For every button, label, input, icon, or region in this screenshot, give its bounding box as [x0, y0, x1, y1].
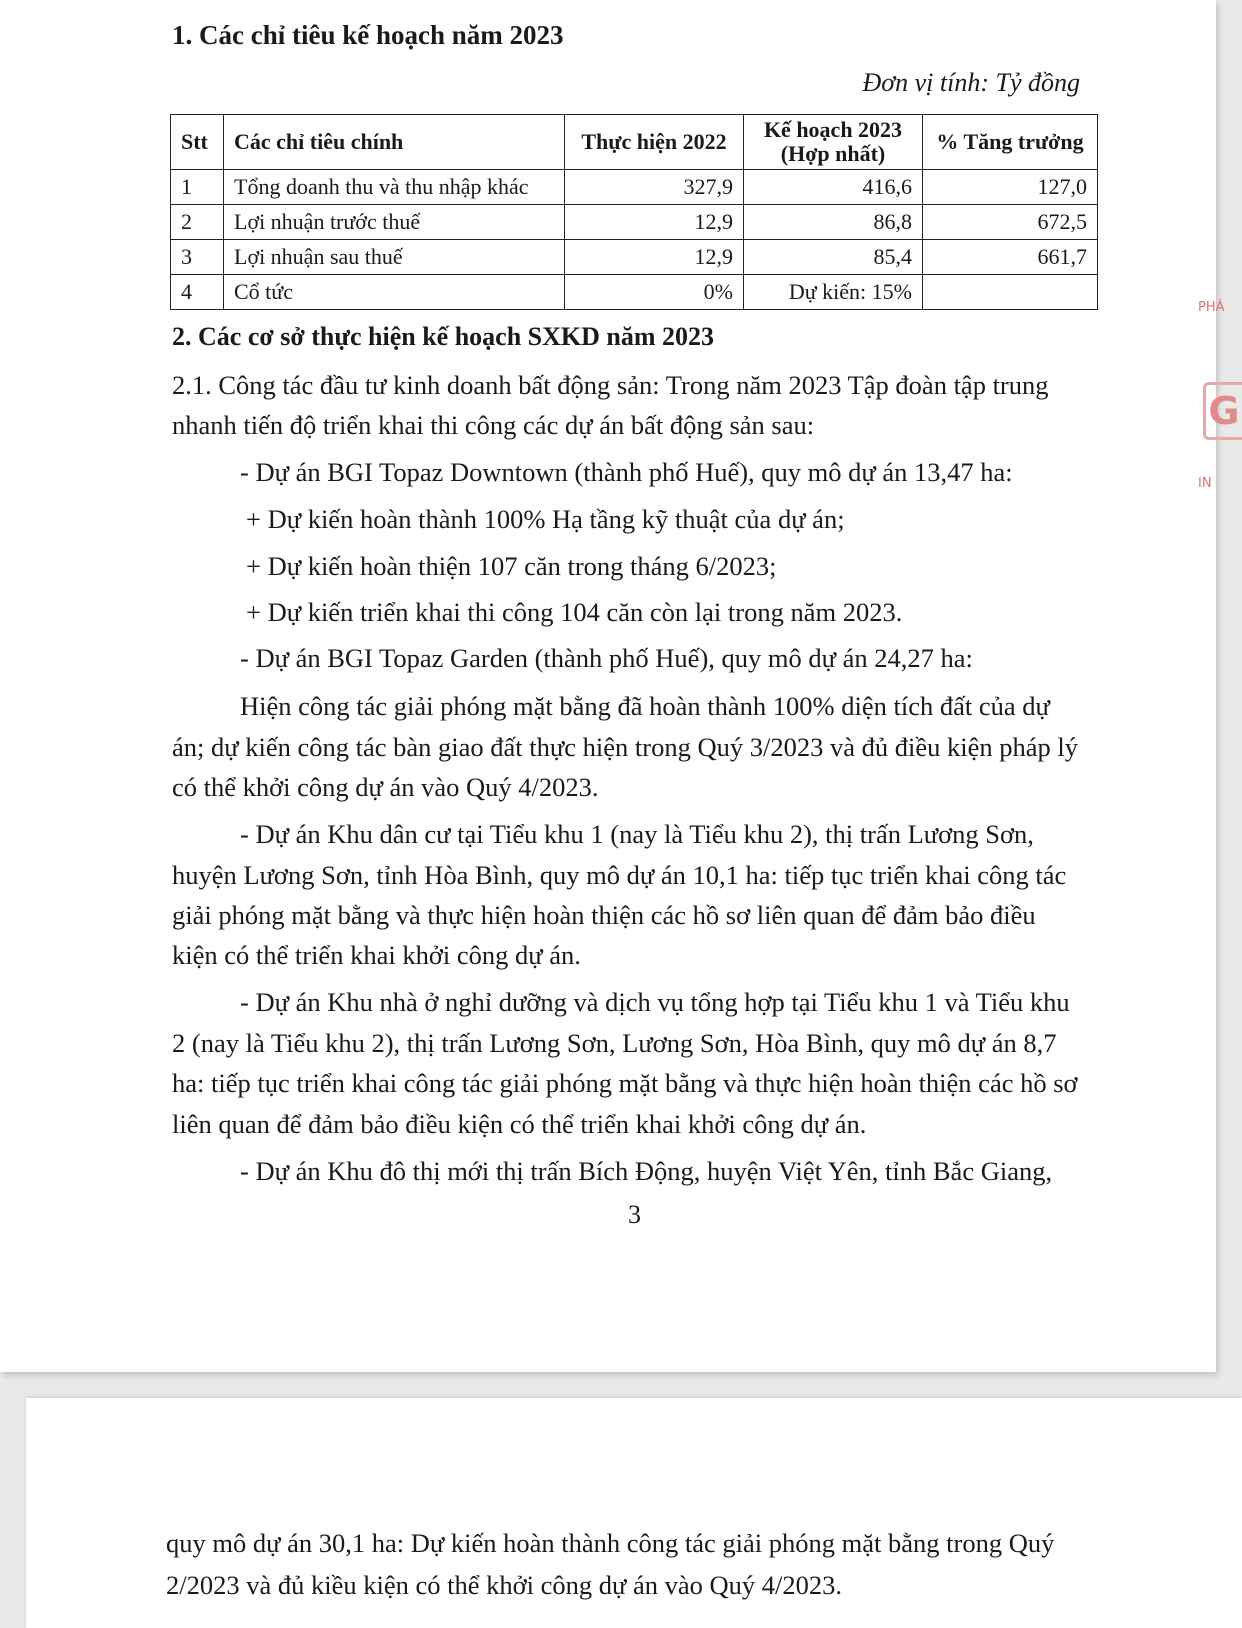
header-actual-2022: Thực hiện 2022 — [565, 115, 744, 170]
cell-stt: 3 — [171, 240, 224, 275]
cell-actual-2022: 0% — [565, 275, 744, 310]
cell-plan-2023: 416,6 — [744, 170, 923, 205]
cell-stt: 4 — [171, 275, 224, 310]
table-row — [171, 170, 1098, 205]
table-header-row — [171, 115, 1098, 170]
paragraph-line: - Dự án BGI Topaz Downtown (thành phố Huế), quy mô dự án 13,47 ha: — [240, 457, 1013, 487]
cell-growth: 661,7 — [923, 240, 1098, 275]
cell-name: Tổng doanh thu và thu nhập khác — [224, 170, 565, 205]
paragraph-line: huyện Lương Sơn, tỉnh Hòa Bình, quy mô dự án 10,1 ha: tiếp tục triển khai công tác — [172, 860, 1067, 890]
paragraph-line: - Dự án Khu đô thị mới thị trấn Bích Động, huyện Việt Yên, tỉnh Bắc Giang, — [240, 1156, 1053, 1186]
cell-plan-2023: 85,4 — [744, 240, 923, 275]
header-growth: % Tăng trưởng — [923, 115, 1098, 170]
stamp-text-top: PHÁ — [1198, 300, 1225, 315]
paragraph-line: 2.1. Công tác đầu tư kinh doanh bất động sản: Trong năm 2023 Tập đoàn tập trung — [172, 370, 1049, 400]
cell-growth — [923, 275, 1098, 310]
table-row — [171, 275, 1098, 310]
paragraph-line: 2/2023 và đủ kiều kiện có thể khởi công dự án vào Quý 4/2023. — [166, 1570, 843, 1600]
paragraph-line: - Dự án BGI Topaz Garden (thành phố Huế), quy mô dự án 24,27 ha: — [240, 643, 973, 673]
table-row — [171, 205, 1098, 240]
header-plan-2023 — [744, 115, 923, 170]
cell-plan-2023: 86,8 — [744, 205, 923, 240]
paragraph-line: quy mô dự án 30,1 ha: Dự kiến hoàn thành công tác giải phóng mặt bằng trong Quý — [166, 1528, 1055, 1558]
header-stt: Stt — [171, 115, 224, 170]
header-plan-2023-line1: Kế hoạch 2023 — [763, 117, 903, 142]
page-number: 3 — [628, 1200, 641, 1229]
cell-name: Cổ tức — [224, 275, 565, 310]
cell-growth: 127,0 — [923, 170, 1098, 205]
table-row — [171, 240, 1098, 275]
paragraph-line: - Dự án Khu nhà ở nghỉ dưỡng và dịch vụ tổng hợp tại Tiểu khu 1 và Tiểu khu — [240, 987, 1070, 1017]
document-page-2 — [26, 1398, 1242, 1628]
paragraph-line: + Dự kiến hoàn thiện 107 căn trong tháng 6/2023; — [246, 551, 777, 581]
paragraph-line: án; dự kiến công tác bàn giao đất thực hiện trong Quý 3/2023 và đủ điều kiện pháp lý — [172, 732, 1078, 762]
cell-name: Lợi nhuận trước thuế — [224, 205, 565, 240]
paragraph-line: Hiện công tác giải phóng mặt bằng đã hoàn thành 100% diện tích đất của dự — [240, 691, 1050, 721]
cell-actual-2022: 12,9 — [565, 205, 744, 240]
paragraph-line: có thể khởi công dự án vào Quý 4/2023. — [172, 772, 599, 802]
stamp-letter: G — [1203, 382, 1242, 440]
paragraph-line: - Dự án Khu dân cư tại Tiểu khu 1 (nay là Tiểu khu 2), thị trấn Lương Sơn, — [240, 819, 1034, 849]
header-name: Các chỉ tiêu chính — [224, 115, 565, 170]
cell-name: Lợi nhuận sau thuế — [224, 240, 565, 275]
section-1-heading: 1. Các chỉ tiêu kế hoạch năm 2023 — [172, 20, 564, 50]
paragraph-line: liên quan để đảm bảo điều kiện có thể triển khai khởi công dự án. — [172, 1109, 867, 1139]
header-plan-2023-line2: (Hợp nhất) — [780, 141, 886, 166]
paragraph-line: giải phóng mặt bằng và thực hiện hoàn thiện các hồ sơ liên quan để đảm bảo điều — [172, 900, 1036, 930]
cell-actual-2022: 12,9 — [565, 240, 744, 275]
cell-stt: 1 — [171, 170, 224, 205]
paragraph-line: + Dự kiến hoàn thành 100% Hạ tầng kỹ thuật của dự án; — [246, 504, 845, 534]
stamp-text-bottom: IN — [1198, 476, 1212, 491]
cell-growth: 672,5 — [923, 205, 1098, 240]
cell-plan-2023: Dự kiến: 15% — [744, 275, 923, 310]
section-2-heading: 2. Các cơ sở thực hiện kế hoạch SXKD năm 2023 — [172, 322, 715, 351]
plan-targets-table — [170, 114, 1098, 310]
paragraph-line: + Dự kiến triển khai thi công 104 căn còn lại trong năm 2023. — [246, 597, 903, 627]
paragraph-line: kiện có thể triển khai khởi công dự án. — [172, 940, 581, 970]
paragraph-line: ha: tiếp tục triển khai công tác giải phóng mặt bằng và thực hiện hoàn thiện các hồ sơ — [172, 1068, 1078, 1098]
paragraph-line: nhanh tiến độ triển khai thi công các dự án bất động sản sau: — [172, 410, 815, 440]
cell-stt: 2 — [171, 205, 224, 240]
unit-label: Đơn vị tính: Tỷ đồng — [862, 68, 1080, 97]
paragraph-line: 2 (nay là Tiểu khu 2), thị trấn Lương Sơn, Lương Sơn, Hòa Bình, quy mô dự án 8,7 — [172, 1028, 1057, 1058]
cell-actual-2022: 327,9 — [565, 170, 744, 205]
